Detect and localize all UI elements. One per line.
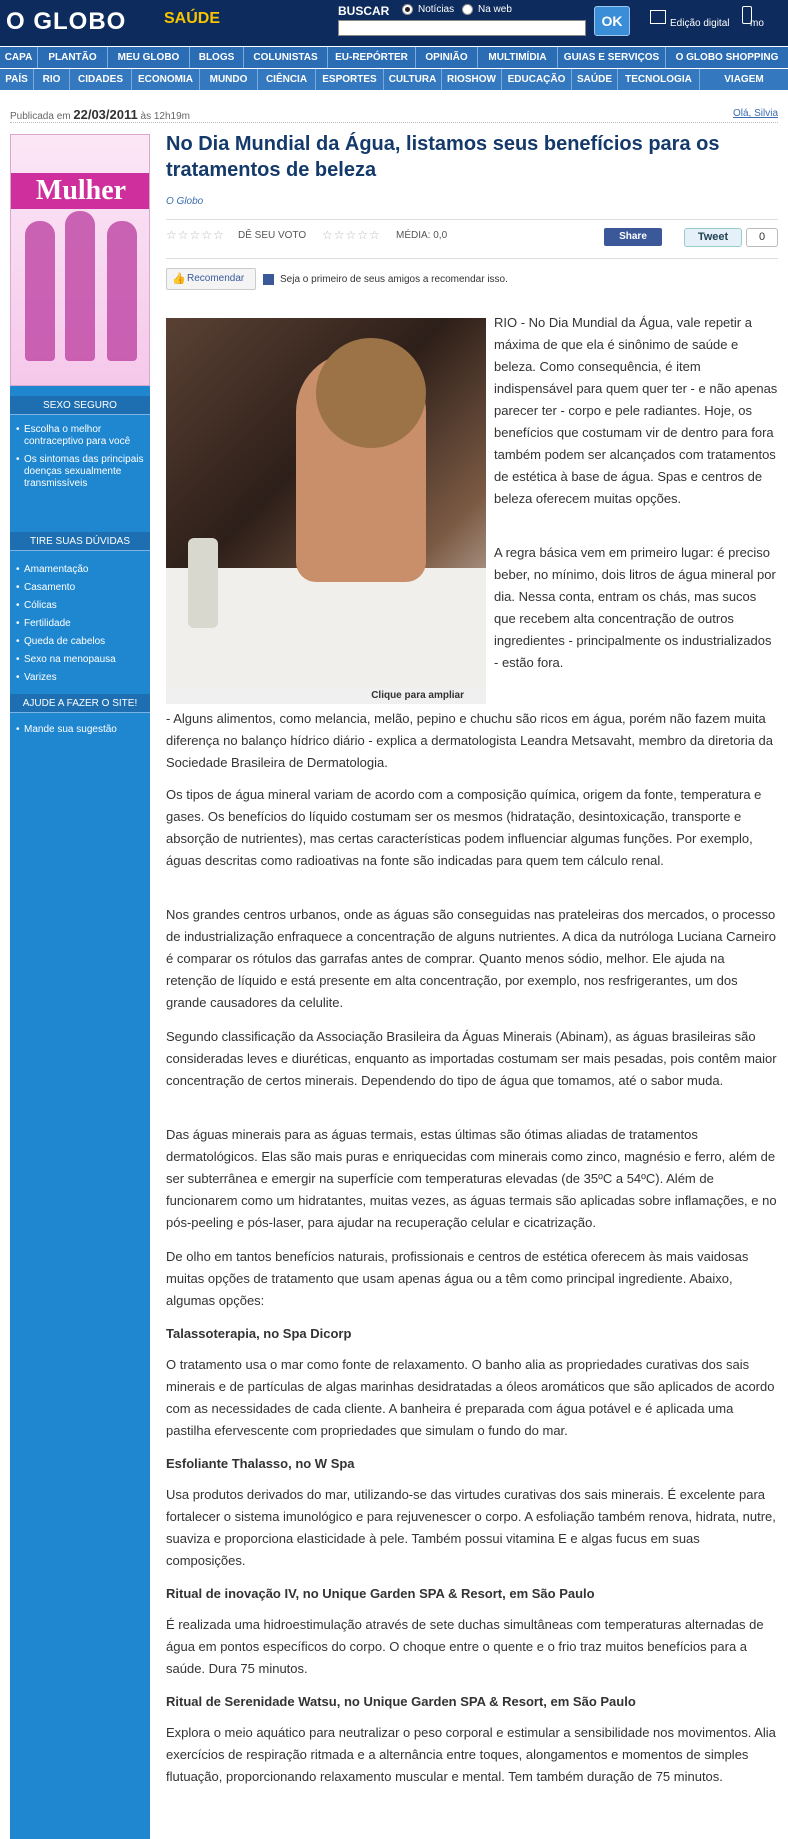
user-greeting-link[interactable]: Olá, Silvia (732, 108, 778, 119)
facebook-icon (263, 274, 274, 285)
sidebar-item[interactable]: • Queda de cabelos (10, 636, 150, 648)
subheading: Esfoliante Thalasso, no W Spa (166, 1456, 355, 1471)
silhouette-figure (107, 221, 137, 361)
publish-time: às 12h19m (140, 111, 190, 122)
vote-label: DÊ SEU VOTO (238, 230, 307, 241)
facebook-share-button[interactable]: Share (604, 228, 662, 246)
paragraph: Nos grandes centros urbanos, onde as águas são conseguidas nas prateleiras dos mercados, o processo de industrialização enfraquece a concentração de alguns nutrientes. A dica da nutróloga Luciana Carneiro é comparar os rótulos das garrafas antes de comprar. Quanto menos sódio, melhor. Ele ajuda na retenção de líquido e está presente em alta concentração, por exemplo, nos resfrigerantes, um dos grande causadores da celulite. (166, 907, 776, 1010)
mobile-link[interactable]: mo (750, 18, 764, 29)
subheading: Talassoterapia, no Spa Dicorp (166, 1326, 352, 1341)
sidebar-item[interactable]: • Os sintomas das principais doenças sexualmente transmissíveis (10, 454, 150, 490)
nav-esportes[interactable]: ESPORTES (316, 69, 384, 90)
paragraph: Explora o meio aquático para neutralizar o peso corporal e estimular a sensibilidade nos movimentos. Alia exercícios de respiração ritmada e a alternância entre toques, alongamentos e momentos de simples flutuação, proporcionando relaxamento muscular e mental. Tem também duração de 75 minutos. (166, 1725, 776, 1784)
article-photo[interactable] (166, 318, 486, 704)
radio-web-label: Na web (478, 4, 512, 15)
nav-blogs[interactable]: BLOGS (190, 47, 244, 68)
article-title: No Dia Mundial da Água, listamos seus benefícios para os tratamentos de beleza (166, 133, 720, 181)
radio-noticias-label: Notícias (418, 4, 455, 15)
nav-rioshow[interactable]: RIOSHOW (442, 69, 502, 90)
sidebar-item[interactable]: • Fertilidade (10, 618, 150, 630)
byline[interactable]: O Globo (166, 196, 204, 207)
photo-caption-enlarge[interactable]: Clique para ampliar (166, 688, 486, 704)
paragraph: De olho em tantos benefícios naturais, profissionais e centros de estética oferecem às mais vaidosas muitas opções de tratamento que usam apenas água ou a têm como principal ingrediente. Abaixo, algumas opções: (166, 1249, 749, 1308)
radio-web[interactable] (462, 4, 473, 15)
logo[interactable]: O GLOBO (6, 8, 127, 35)
nav-economia[interactable]: ECONOMIA (132, 69, 200, 90)
banner-title: Mulher (11, 173, 150, 209)
nav-cultura[interactable]: CULTURA (384, 69, 442, 90)
nav-opiniao[interactable]: OPINIÃO (416, 47, 478, 68)
search-ok-button[interactable]: OK (594, 6, 630, 36)
mulher-banner[interactable] (10, 134, 150, 386)
paragraph: Das águas minerais para as águas termais, estas últimas são ótimas aliadas de tratamentos dermatológicos. Elas são mais puras e enriquecidas com minerais como zinco, magnésio e ferro, além de ser subterrânea e emergir na superfície com temperaturas elevadas (de 35ºC a 54ºC). Além de funcionarem como um hidratantes, muitas vezes, as águas termais são aplicadas sobre inflamações, e no pós-peeling e pós-laser, para ajudar na recuperação celular e cicatrização. (166, 1127, 777, 1230)
nav-rio[interactable]: RIO (34, 69, 70, 90)
nav-colunistas[interactable]: COLUNISTAS (244, 47, 328, 68)
paragraph: Segundo classificação da Associação Brasileira da Águas Minerais (Abinam), as águas brasileiras são consideradas leves e diuréticas, enquanto as importadas costumam ser mais pesadas, pois contêm maior concentração de certos minerais. Dependendo do tipo de água que tomamos, até o sabor muda. (166, 1029, 777, 1088)
recommend-button[interactable]: 👍 Recomendar (166, 268, 256, 290)
search-input[interactable] (338, 20, 586, 36)
nav-saude[interactable]: SAÚDE (572, 69, 618, 90)
radio-noticias[interactable] (402, 4, 413, 15)
nav-cidades[interactable]: CIDADES (70, 69, 132, 90)
nav-mundo[interactable]: MUNDO (200, 69, 258, 90)
nav-meu-globo[interactable]: MEU GLOBO (108, 47, 190, 68)
digital-edition-icon[interactable] (650, 10, 666, 24)
nav-viagem[interactable]: VIAGEM (724, 74, 764, 85)
paragraph: - Alguns alimentos, como melancia, melão, pepino e chuchu são ricos em água, porém não fazem muita diferença no balanço hídrico diário - explica a dermatologista Leandra Metsavaht, membro da diretoria da Sociedade Brasileira de Dermatologia. (166, 711, 774, 770)
paragraph: É realizada uma hidroestimulação através de sete duchas simultâneas com temperaturas alternadas de água em pontos específicos do corpo. O choque entre o quente e o frio traz muitos benefícios para a saúde. Dura 75 minutos. (166, 1617, 764, 1676)
photo-bottle (188, 538, 218, 628)
sidebar-list-ajude (10, 724, 150, 742)
average-rating-stars: ☆☆☆☆☆ (322, 228, 381, 242)
nav-plantao[interactable]: PLANTÃO (38, 47, 108, 68)
publish-info (10, 107, 190, 122)
divider (166, 219, 778, 220)
nav-ciencia[interactable]: CIÊNCIA (258, 69, 316, 90)
paragraph: Os tipos de água mineral variam de acordo com a composição química, origem da fonte, temperatura e gases. Os benefícios do líquido costumam ser os mesmos (hidratação, desintoxicação, transporte e absorção de nutrientes), mas certas características podem influenciar algumas funções. Por exemplo, águas descritas como radioativas na fonte são indicadas para quem tem cálculo renal. (166, 787, 762, 868)
main-nav (0, 47, 788, 68)
publish-date: 22/03/2011 (73, 107, 138, 122)
section-nav (0, 69, 788, 90)
tweet-button[interactable]: Tweet (684, 228, 742, 247)
recommend-text: Seja o primeiro de seus amigos a recomendar isso. (280, 274, 508, 285)
sidebar-item[interactable]: • Casamento (10, 582, 150, 594)
nav-multimidia[interactable]: MULTIMÍDIA (478, 47, 558, 68)
photo-hair (316, 338, 426, 448)
section-title[interactable]: SAÚDE (164, 10, 221, 27)
digital-edition-link[interactable]: Edição digital (670, 18, 730, 29)
nav-tecnologia[interactable]: TECNOLOGIA (618, 69, 700, 90)
sidebar-item[interactable]: • Escolha o melhor contraceptivo para você (10, 424, 150, 448)
sidebar-item[interactable]: • Varizes (10, 672, 150, 684)
divider (166, 258, 778, 259)
sidebar (10, 134, 150, 1839)
tweet-count: 0 (746, 228, 778, 247)
sidebar-list-sexo-seguro (10, 424, 150, 496)
paragraph: A regra básica vem em primeiro lugar: é preciso beber, no mínimo, dois litros de água mineral por dia. Nessa conta, entram os chás, mas sucos que recebem alta concentração de outros ingredientes - principalmente os industrializados - estão fora. (494, 545, 776, 670)
published-prefix: Publicada em (10, 111, 71, 122)
nav-capa[interactable]: CAPA (0, 47, 38, 68)
sidebar-item[interactable]: • Amamentação (10, 564, 150, 576)
sidebar-head-sexo-seguro: SEXO SEGURO (10, 396, 150, 415)
sidebar-head-tire-duvidas: TIRE SUAS DÚVIDAS (10, 532, 150, 551)
site-header (0, 0, 788, 46)
paragraph: O tratamento usa o mar como fonte de relaxamento. O banho alia as propriedades curativas dos sais minerais e de partículas de algas marinhas desidratadas a óleos aromáticos que são aplicados de acordo com as necessidades de cada cliente. A banheira é preparada com água potável e é aplicada uma pastilha efervescente com propriedades que simulam o fundo do mar. (166, 1357, 775, 1438)
nav-pais[interactable]: PAÍS (0, 69, 34, 90)
sidebar-list-tire-duvidas (10, 564, 150, 690)
sidebar-item[interactable]: • Cólicas (10, 600, 150, 612)
nav-eu-reporter[interactable]: EU-REPÓRTER (328, 47, 416, 68)
average-label: MÉDIA: 0,0 (396, 230, 448, 241)
sidebar-item[interactable]: • Sexo na menopausa (10, 654, 150, 666)
nav-educacao[interactable]: EDUCAÇÃO (502, 69, 572, 90)
sidebar-head-ajude: AJUDE A FAZER O SITE! (10, 694, 150, 713)
silhouette-figure (65, 211, 95, 361)
subheading: Ritual de inovação IV, no Unique Garden SPA & Resort, em São Paulo (166, 1586, 595, 1601)
divider (10, 122, 778, 123)
rating-stars-input[interactable]: ☆☆☆☆☆ (166, 228, 225, 242)
subheading: Ritual de Serenidade Watsu, no Unique Garden SPA & Resort, em São Paulo (166, 1694, 636, 1709)
search-label: BUSCAR (338, 4, 390, 18)
paragraph: RIO - No Dia Mundial da Água, vale repetir a máxima de que ela é sinônimo de saúde e beleza. Como consequência, é item indispensável para quem quer ter - e não apenas parecer ter - corpo e pele radiantes. Hoje, os benefícios que costumam vir de dentro para fora também podem ser alcançados com tratamentos de estética à base de água. Spas e centros de beleza oferecem muitas opções. (494, 315, 778, 506)
sidebar-item[interactable]: • Mande sua sugestão (10, 724, 150, 736)
nav-guias-servicos[interactable]: GUIAS E SERVIÇOS (558, 47, 666, 68)
paragraph: Usa produtos derivados do mar, utilizando-se das virtudes curativas dos sais minerais. É excelente para fortalecer o sistema imunológico e para rejuvenescer o corpo. A esfoliação também renova, hidrata, nutre, suaviza e proporciona elasticidade à pele. Também possui vitamina E e algas fucus em suas composições. (166, 1487, 776, 1568)
nav-globo-shopping[interactable]: O GLOBO SHOPPING (675, 52, 779, 63)
silhouette-figure (25, 221, 55, 361)
